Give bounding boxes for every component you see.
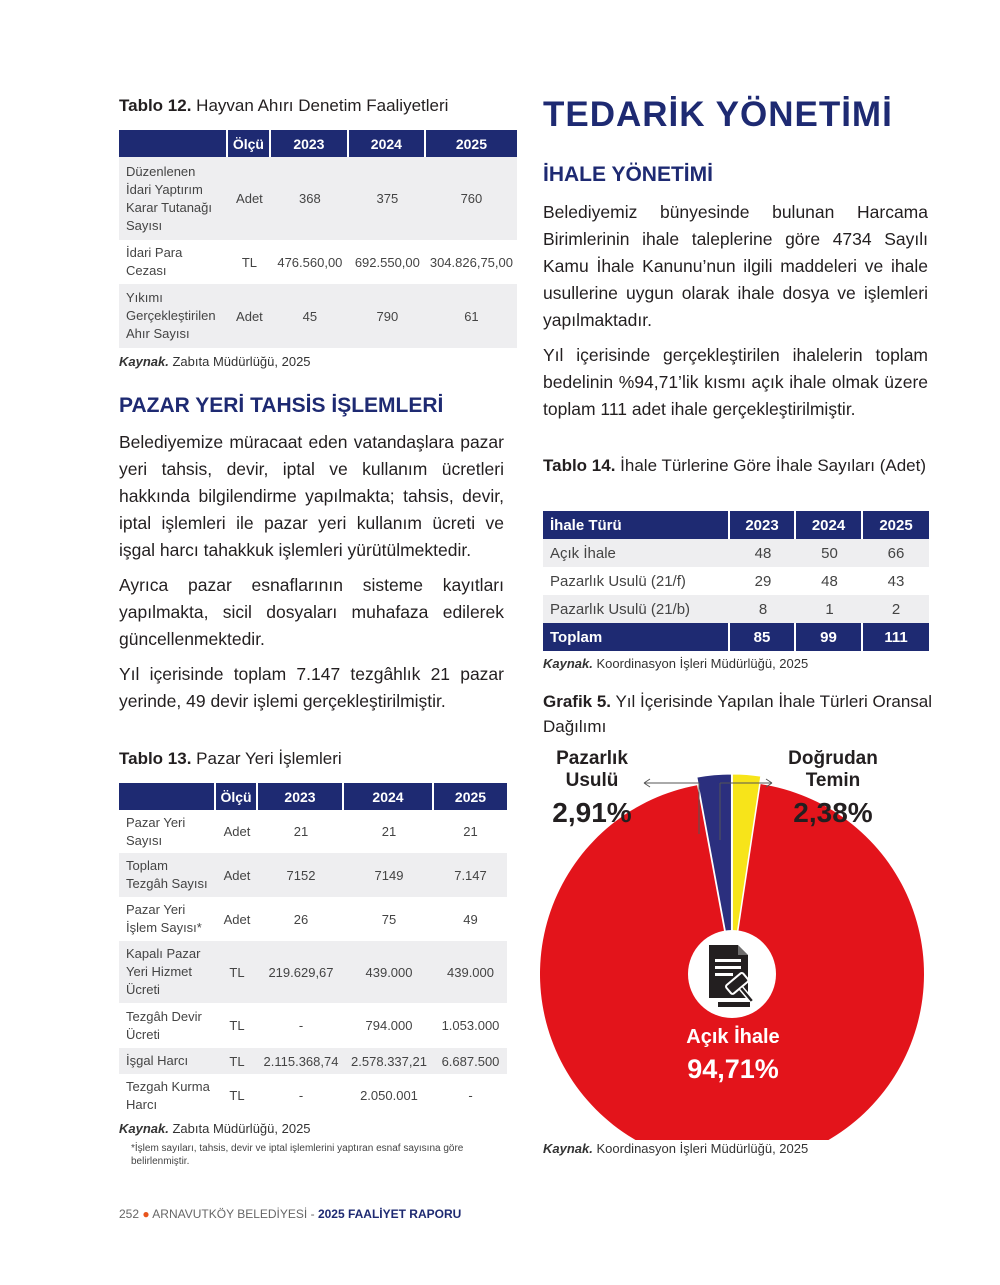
row-unit: Adet	[216, 853, 258, 897]
row-label: Tezgâh Devir Ücreti	[126, 1008, 202, 1042]
cell-2024: 794.000	[365, 1018, 413, 1033]
row-unit: Adet	[228, 157, 271, 240]
table-total-row	[543, 623, 929, 651]
tablo13-source: Kaynak. Zabıta Müdürlüğü, 2025	[119, 1121, 311, 1136]
row-label: Pazarlık Usulü (21/f)	[550, 572, 686, 590]
label-pazarlik-line1: Pazarlık	[556, 748, 628, 769]
pazar-paragraph-2: Ayrıca pazar esnaflarının sisteme kayıtları yapılmakta, sicil dosyaları muhafaza edilerek güncellenmektedir.	[119, 575, 504, 649]
grafik5-source: Kaynak. Koordinasyon İşleri Müdürlüğü, 2025	[543, 1141, 809, 1156]
cell-2023: 45	[271, 284, 349, 348]
row-label: Yıkımı Gerçekleştirilen Ahır Sayısı	[119, 284, 228, 348]
row-unit: TL	[216, 1048, 258, 1074]
tablo13-header-2023: 2023	[258, 783, 344, 810]
cell-2025: 21	[463, 824, 478, 839]
label-acik-name: Açık İhale	[686, 1026, 780, 1048]
footer-separator: -	[310, 1207, 315, 1221]
tablo13-caption: Tablo 13. Pazar Yeri İşlemleri	[119, 749, 342, 768]
cell-2024: 1	[796, 595, 863, 623]
cell-2023: 29	[754, 572, 772, 590]
grafik5-caption: Grafik 5. Yıl İçerisinde Yapılan İhale Türleri Oransal Dağılımı	[543, 692, 933, 736]
row-label: Pazar Yeri İşlem Sayısı*	[126, 902, 202, 935]
cell-2024: 75	[381, 911, 397, 927]
cell-2025: 439.000	[434, 941, 507, 1003]
cell-2023: -	[298, 1088, 304, 1103]
table-row	[119, 1074, 507, 1117]
cell-2024: 439.000	[344, 941, 434, 1003]
cell-2024: 7149	[344, 853, 434, 897]
tablo12-header-unit: Ölçü	[228, 130, 271, 157]
table-row	[543, 595, 929, 623]
cell-2023: 219.629,67	[258, 941, 344, 1003]
cell-2024: 2.050.001	[360, 1088, 418, 1103]
tedarik-title: TEDARİK YÖNETİMİ	[543, 95, 893, 134]
cell-2023: -	[298, 1018, 304, 1033]
row-label: Tezgah Kurma Harcı	[126, 1078, 210, 1112]
pie-chart	[540, 740, 940, 1140]
footer-report: 2025 FAALİYET RAPORU	[317, 1207, 462, 1221]
ihale-heading: İHALE YÖNETİMİ	[543, 163, 713, 186]
row-label: Düzenlenen İdari Yaptırım Karar Tutanağı Sayısı	[119, 157, 228, 240]
table-row	[119, 240, 517, 284]
label-dogrudan-line2: Temin	[805, 770, 861, 791]
tablo12-table	[119, 130, 517, 348]
table-row	[119, 897, 507, 941]
cell-2025: 43	[887, 572, 905, 590]
tablo12-caption: Tablo 12. Hayvan Ahırı Denetim Faaliyetleri	[119, 96, 449, 115]
cell-2024: 48	[821, 572, 838, 590]
total-2023: 85	[730, 623, 796, 651]
footer-org: ARNAVUTKÖY BELEDİYESİ	[152, 1207, 308, 1221]
tablo14-table	[543, 511, 929, 651]
ihale-body	[543, 199, 928, 431]
pazar-body	[119, 429, 504, 723]
table-row	[119, 941, 507, 1003]
page-footer	[119, 1207, 461, 1221]
table-row	[119, 1048, 507, 1074]
row-label: Pazarlık Usulü (21/b)	[543, 595, 730, 623]
row-unit: TL	[229, 1088, 245, 1103]
row-unit: Adet	[223, 911, 251, 927]
tablo13-header-blank	[119, 783, 216, 810]
cell-2024: 21	[381, 824, 397, 839]
cell-2025: -	[468, 1088, 473, 1103]
tablo13-table	[119, 783, 507, 1117]
cell-2025: 6.687.500	[434, 1048, 507, 1074]
cell-2023: 368	[271, 157, 349, 240]
tablo14-header-2024: 2024	[796, 511, 863, 539]
pazar-paragraph-3: Yıl içerisinde toplam 7.147 tezgâhlık 21 pazar yerinde, 49 devir işlemi gerçekleştirilmiştir.	[119, 664, 504, 711]
tablo13-header-unit: Ölçü	[216, 783, 258, 810]
cell-2025: 66	[863, 539, 929, 567]
tablo14-header-type: İhale Türü	[543, 511, 730, 539]
table-row	[543, 567, 929, 595]
total-2024: 99	[796, 623, 863, 651]
tablo14-source: Kaynak. Koordinasyon İşleri Müdürlüğü, 2025	[543, 656, 809, 671]
cell-2024: 790	[349, 284, 426, 348]
tablo13-footnote: *İşlem sayıları, tahsis, devir ve iptal işlemlerini yaptıran esnaf sayısına göre belirlenmiştir.	[131, 1143, 464, 1167]
tablo12-header-2024: 2024	[349, 130, 426, 157]
cell-2023: 476.560,00	[277, 254, 343, 270]
label-pazarlik-line2: Usulü	[565, 770, 619, 791]
cell-2025: 61	[426, 284, 517, 348]
table-row	[119, 284, 517, 348]
table-row	[119, 1003, 507, 1048]
tablo14-header-2025: 2025	[863, 511, 929, 539]
label-acik-value: 94,71%	[687, 1054, 779, 1084]
cell-2025: 1.053.000	[441, 1018, 500, 1033]
tablo13-header-2024: 2024	[344, 783, 434, 810]
cell-2025: 2	[863, 595, 929, 623]
tablo13-header-2025: 2025	[434, 783, 507, 810]
total-label: Toplam	[543, 623, 730, 651]
table-row	[119, 157, 517, 240]
cell-2023: 2.115.368,74	[258, 1048, 344, 1074]
pazar-heading: PAZAR YERİ TAHSİS İŞLEMLERİ	[119, 394, 444, 417]
table-row	[119, 853, 507, 897]
total-2025: 111	[863, 623, 929, 651]
page-number: 252	[119, 1207, 140, 1221]
row-unit: Adet	[223, 824, 251, 839]
label-dogrudan-line1: Doğrudan	[788, 748, 878, 769]
label-dogrudan-value: 2,38%	[793, 797, 873, 828]
ihale-paragraph-1: Belediyemiz bünyesinde bulunan Harcama Birimlerinin ihale taleplerine göre 4734 Sayılı Kamu İhale Kanunu’nun ilgili maddeleri ve ihale usullerine uygun olarak ihale dosya ve işlemleri yapılmaktadır.	[543, 202, 928, 330]
cell-2024: 50	[796, 539, 863, 567]
cell-2024: 375	[349, 157, 426, 240]
row-label: İdari Para Cezası	[126, 245, 183, 278]
row-unit: TL	[216, 941, 258, 1003]
tablo14-caption: Tablo 14. İhale Türlerine Göre İhale Sayıları (Adet)	[543, 456, 926, 475]
cell-2025: 7.147	[434, 853, 507, 897]
cell-2025: 304.826,75,00	[429, 254, 513, 270]
row-unit: TL	[241, 254, 258, 270]
row-label: Toplam Tezgâh Sayısı	[119, 853, 216, 897]
tablo12-header-2025: 2025	[426, 130, 517, 157]
cell-2023: 21	[293, 824, 309, 839]
row-unit: Adet	[228, 284, 271, 348]
label-pazarlik-value: 2,91%	[552, 797, 632, 828]
row-label: Açık İhale	[543, 539, 730, 567]
cell-2023: 26	[293, 911, 309, 927]
ihale-paragraph-2: Yıl içerisinde gerçekleştirilen ihalelerin toplam bedelinin %94,71’lik kısmı açık ihale olmak üzere toplam 111 adet ihale gerçekleştirilmiştir.	[543, 345, 928, 419]
tablo12-source: Kaynak. Zabıta Müdürlüğü, 2025	[119, 354, 311, 369]
cell-2023: 8	[730, 595, 796, 623]
tablo12-header-blank	[119, 130, 228, 157]
row-label: Pazar Yeri Sayısı	[126, 814, 186, 848]
row-label: İşgal Harcı	[119, 1048, 216, 1074]
cell-2023: 7152	[258, 853, 344, 897]
tablo13-header-row	[119, 783, 507, 810]
footer-bullet-icon: ●	[142, 1207, 150, 1221]
tablo14-header-row	[543, 511, 929, 539]
tablo12-header-row	[119, 130, 517, 157]
cell-2025: 760	[426, 157, 517, 240]
tablo12-header-2023: 2023	[271, 130, 349, 157]
table-row	[119, 810, 507, 853]
cell-2024: 2.578.337,21	[344, 1048, 434, 1074]
pazar-paragraph-1: Belediyemize müracaat eden vatandaşlara pazar yeri tahsis, devir, iptal ve kullanım ücretleri hakkında bilgilendirme yapılmakta; tahsis, devir, iptal işlemleri ile pazar yeri kullanım ücreti ve işgal harcı tahakkuk işlemleri yürütülmektedir.	[119, 432, 504, 560]
tablo14-header-2023: 2023	[730, 511, 796, 539]
cell-2025: 49	[463, 911, 478, 927]
cell-2023: 48	[730, 539, 796, 567]
row-unit: TL	[229, 1018, 245, 1033]
table-row	[543, 539, 929, 567]
row-label: Kapalı Pazar Yeri Hizmet Ücreti	[119, 941, 216, 1003]
cell-2024: 692.550,00	[354, 254, 420, 270]
